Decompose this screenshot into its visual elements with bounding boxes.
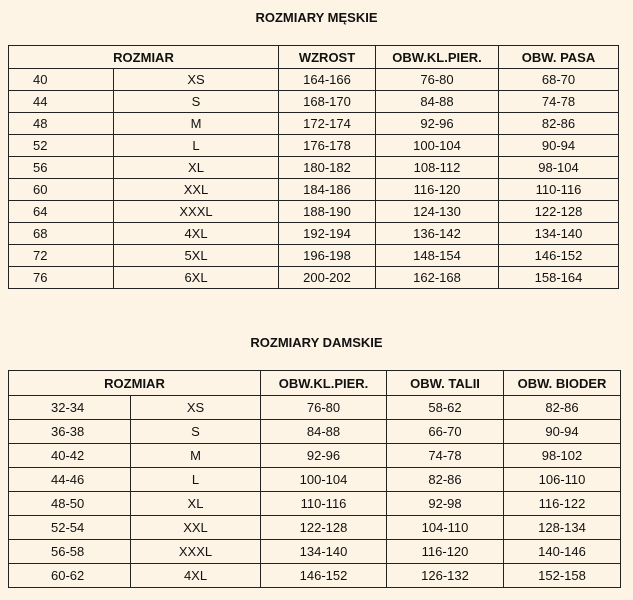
cell-size-letter: M [131,444,261,468]
cell-value: 140-146 [504,540,621,564]
cell-size-number: 64 [9,201,114,223]
cell-value: 98-102 [504,444,621,468]
cell-size-number: 44 [9,91,114,113]
header-wzrost: WZROST [279,46,376,69]
cell-size-letter: XS [131,396,261,420]
table-header-row [9,371,621,396]
table-row [9,420,621,444]
cell-value: 168-170 [279,91,376,113]
cell-value: 82-86 [387,468,504,492]
cell-size-letter: XXXL [131,540,261,564]
table-row [9,135,619,157]
cell-size-number: 48-50 [9,492,131,516]
cell-size-letter: S [131,420,261,444]
cell-value: 106-110 [504,468,621,492]
cell-value: 158-164 [499,267,619,289]
cell-value: 134-140 [261,540,387,564]
cell-value: 148-154 [376,245,499,267]
cell-value: 116-120 [376,179,499,201]
cell-size-number: 32-34 [9,396,131,420]
cell-value: 136-142 [376,223,499,245]
cell-size-letter: 4XL [114,223,279,245]
cell-value: 192-194 [279,223,376,245]
cell-size-letter: 6XL [114,267,279,289]
cell-value: 116-122 [504,492,621,516]
cell-size-number: 40 [9,69,114,91]
cell-value: 84-88 [376,91,499,113]
cell-value: 122-128 [261,516,387,540]
cell-size-number: 48 [9,113,114,135]
cell-value: 164-166 [279,69,376,91]
table-row [9,157,619,179]
table-header-row [9,46,619,69]
cell-value: 146-152 [261,564,387,588]
cell-value: 180-182 [279,157,376,179]
cell-size-letter: L [114,135,279,157]
cell-size-number: 56 [9,157,114,179]
cell-size-number: 52 [9,135,114,157]
table-row [9,69,619,91]
cell-size-letter: 4XL [131,564,261,588]
cell-size-number: 60 [9,179,114,201]
cell-value: 176-178 [279,135,376,157]
cell-value: 184-186 [279,179,376,201]
header-obw-bioder: OBW. BIODER [504,371,621,396]
table-row [9,91,619,113]
table-row [9,444,621,468]
cell-size-letter: XXXL [114,201,279,223]
cell-size-letter: L [131,468,261,492]
cell-value: 122-128 [499,201,619,223]
cell-value: 108-112 [376,157,499,179]
cell-size-letter: XXL [114,179,279,201]
cell-size-number: 60-62 [9,564,131,588]
cell-value: 76-80 [376,69,499,91]
cell-size-number: 76 [9,267,114,289]
cell-size-number: 40-42 [9,444,131,468]
cell-value: 110-116 [499,179,619,201]
cell-value: 152-158 [504,564,621,588]
cell-value: 98-104 [499,157,619,179]
table-row [9,245,619,267]
cell-value: 82-86 [504,396,621,420]
table-row [9,492,621,516]
header-rozmiar: ROZMIAR [9,46,279,69]
cell-size-number: 72 [9,245,114,267]
cell-value: 110-116 [261,492,387,516]
cell-size-letter: XL [131,492,261,516]
header-obw-pasa: OBW. PASA [499,46,619,69]
table-row [9,113,619,135]
table-row [9,223,619,245]
header-obw-kl-pier: OBW.KL.PIER. [376,46,499,69]
cell-value: 76-80 [261,396,387,420]
cell-value: 128-134 [504,516,621,540]
header-rozmiar: ROZMIAR [9,371,261,396]
cell-value: 116-120 [387,540,504,564]
table-row [9,468,621,492]
cell-size-number: 36-38 [9,420,131,444]
cell-value: 126-132 [387,564,504,588]
cell-value: 82-86 [499,113,619,135]
cell-value: 90-94 [499,135,619,157]
cell-value: 92-98 [387,492,504,516]
table-row [9,179,619,201]
men-sizes-title: ROZMIARY MĘSKIE [255,10,378,25]
table-row [9,516,621,540]
women-sizes-title: ROZMIARY DAMSKIE [250,335,383,350]
cell-value: 134-140 [499,223,619,245]
table-row [9,396,621,420]
table-row [9,267,619,289]
cell-size-number: 52-54 [9,516,131,540]
cell-value: 68-70 [499,69,619,91]
cell-value: 92-96 [261,444,387,468]
cell-size-letter: XXL [131,516,261,540]
table-row [9,540,621,564]
cell-size-letter: 5XL [114,245,279,267]
cell-value: 200-202 [279,267,376,289]
men-table-body [9,69,619,289]
cell-value: 100-104 [261,468,387,492]
cell-size-letter: S [114,91,279,113]
cell-value: 124-130 [376,201,499,223]
header-obw-talii: OBW. TALII [387,371,504,396]
cell-value: 100-104 [376,135,499,157]
women-table-body [9,396,621,588]
men-size-table [8,45,619,289]
header-obw-kl-pier: OBW.KL.PIER. [261,371,387,396]
women-size-table [8,370,621,588]
cell-value: 84-88 [261,420,387,444]
cell-value: 92-96 [376,113,499,135]
cell-value: 74-78 [387,444,504,468]
table-row [9,564,621,588]
cell-size-letter: XL [114,157,279,179]
cell-value: 188-190 [279,201,376,223]
cell-size-letter: M [114,113,279,135]
cell-size-number: 68 [9,223,114,245]
cell-value: 90-94 [504,420,621,444]
cell-value: 104-110 [387,516,504,540]
cell-value: 146-152 [499,245,619,267]
cell-size-number: 56-58 [9,540,131,564]
cell-size-letter: XS [114,69,279,91]
cell-size-number: 44-46 [9,468,131,492]
table-row [9,201,619,223]
cell-value: 58-62 [387,396,504,420]
cell-value: 172-174 [279,113,376,135]
cell-value: 74-78 [499,91,619,113]
cell-value: 196-198 [279,245,376,267]
cell-value: 162-168 [376,267,499,289]
cell-value: 66-70 [387,420,504,444]
